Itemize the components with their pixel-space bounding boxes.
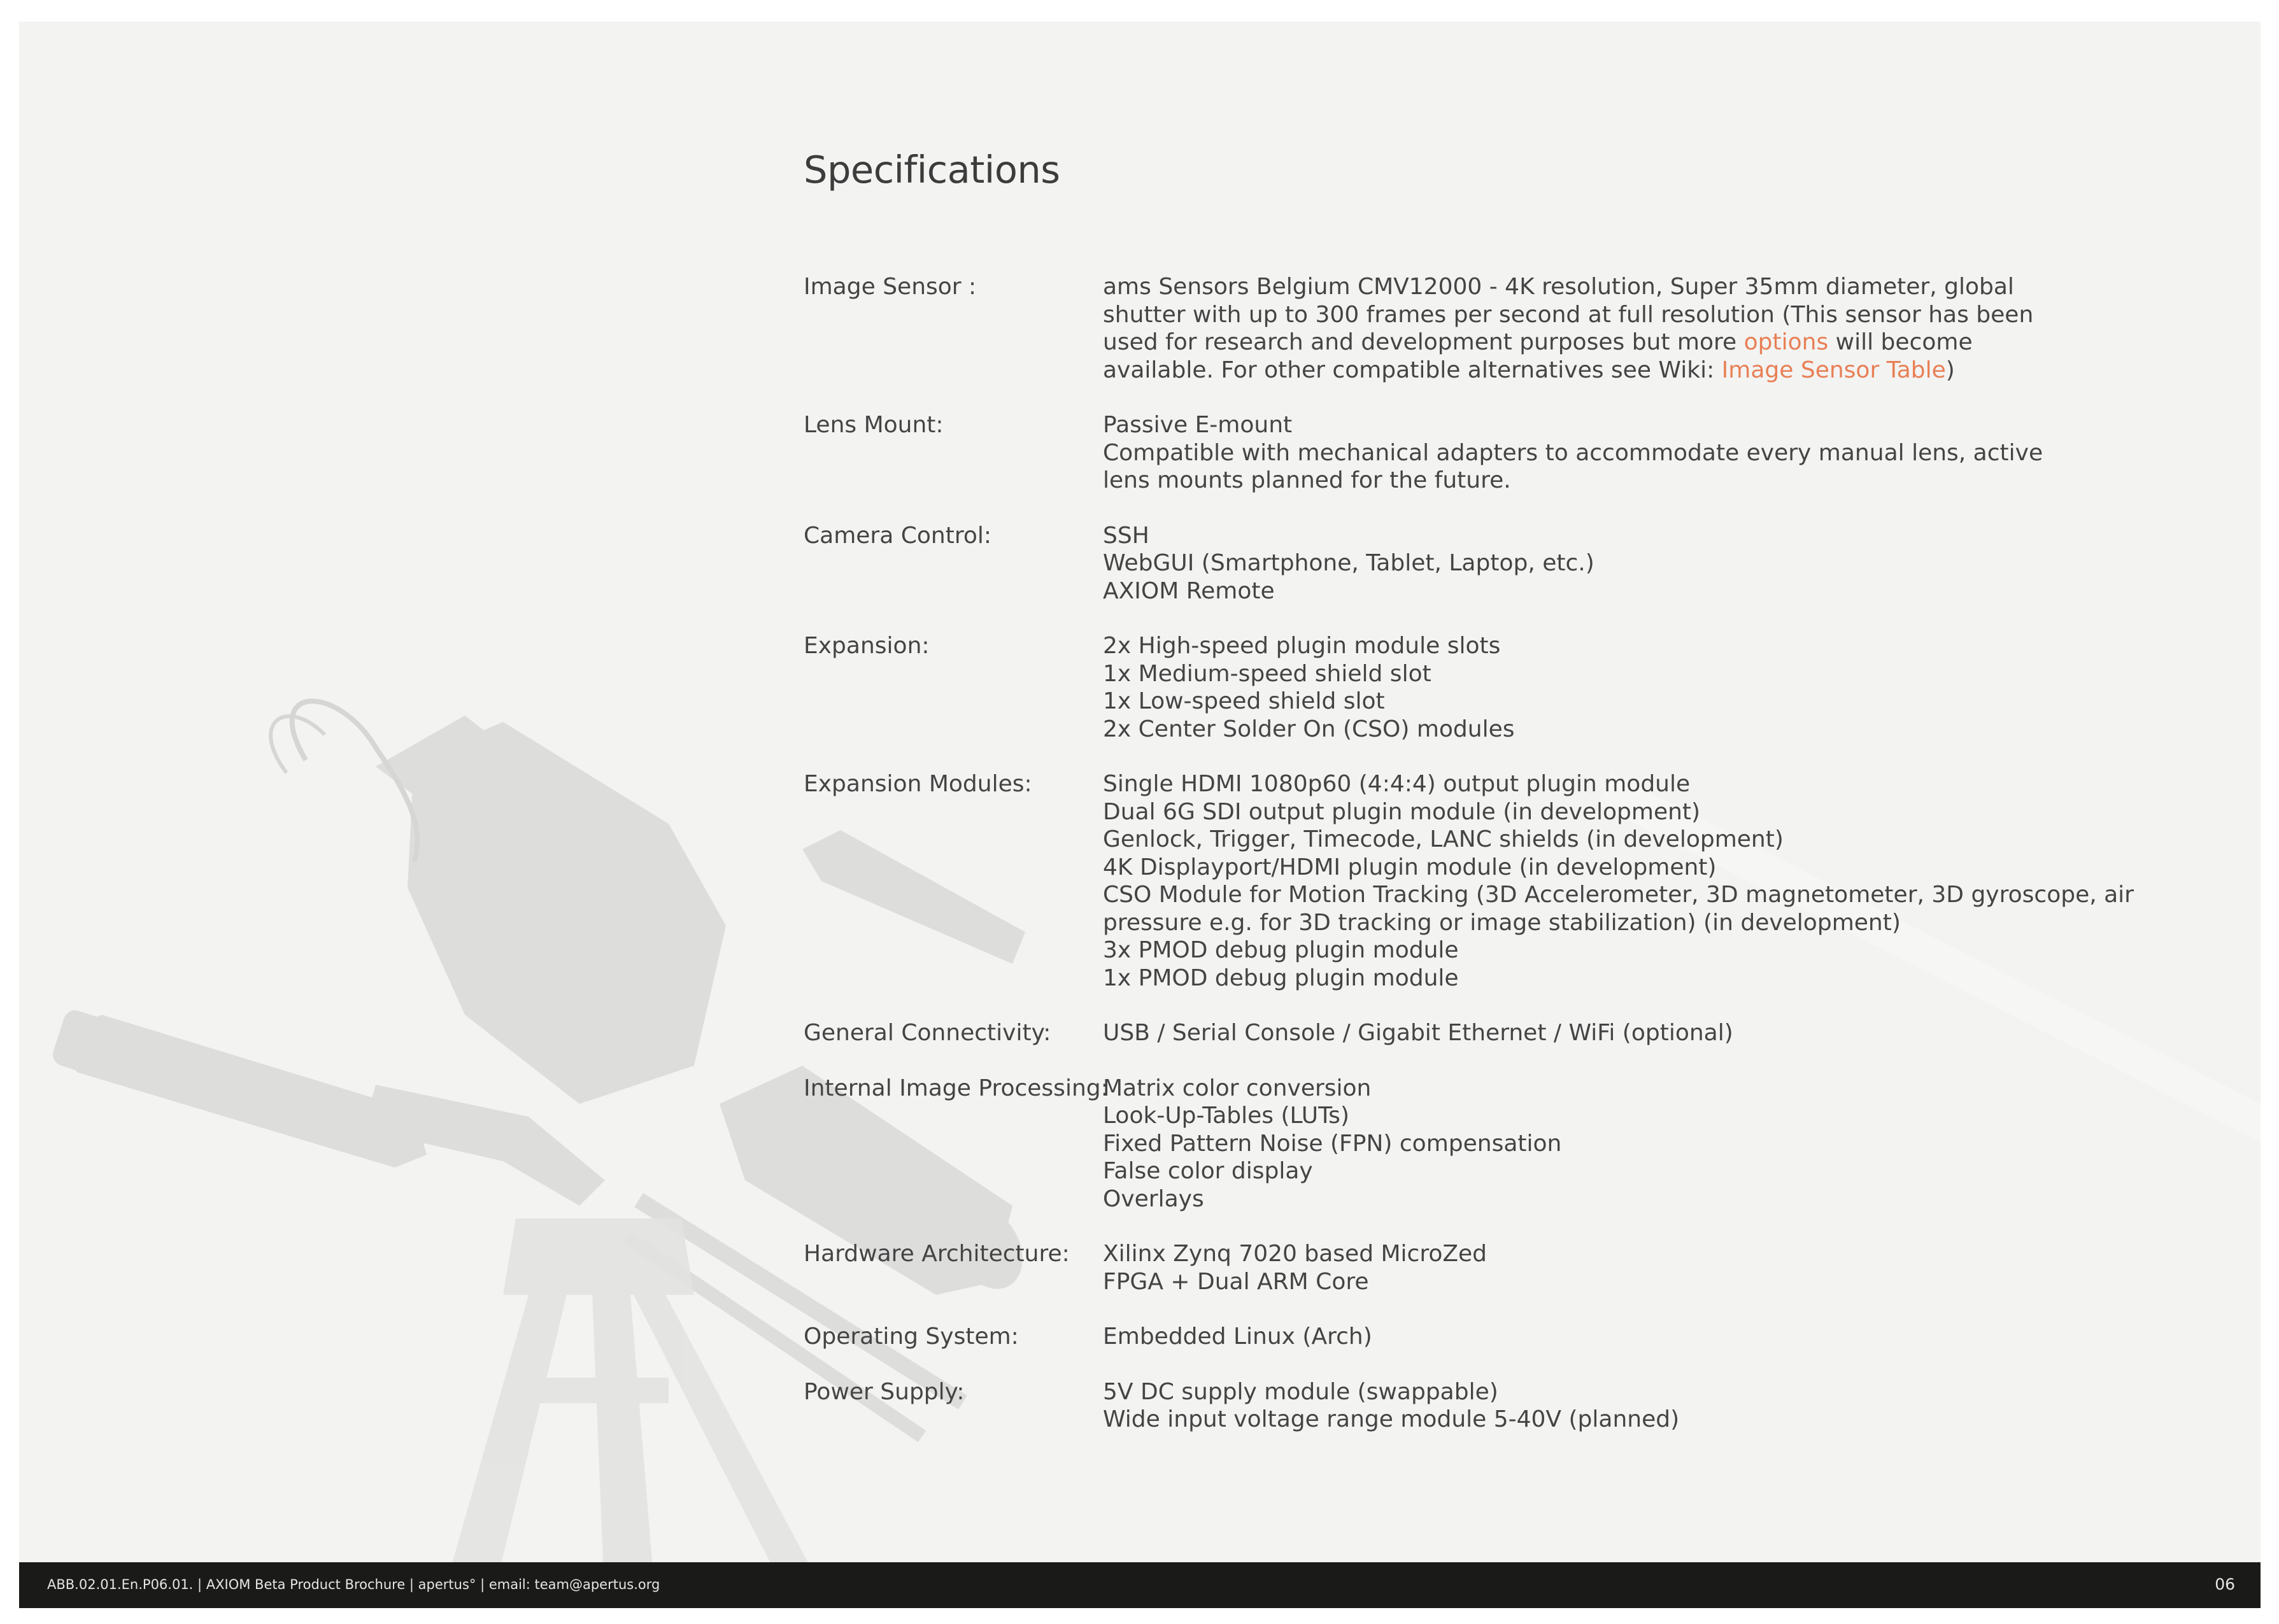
spec-value xyxy=(1103,1075,2173,1213)
options-link[interactable]: options xyxy=(1743,329,1829,355)
spec-line: Single HDMI 1080p60 (4:4:4) output plugin module xyxy=(1103,771,1691,797)
spec-line: CSO Module for Motion Tracking (3D Accelerometer, 3D magnetometer, 3D gyroscope, air xyxy=(1103,882,2134,908)
spec-line: Look-Up-Tables (LUTs) xyxy=(1103,1103,1349,1129)
image-sensor-description xyxy=(1103,273,2084,384)
spec-line: Compatible with mechanical adapters to accommodate every manual lens, active lens mounts planned for the future. xyxy=(1103,439,2043,493)
spec-label: Lens Mount: xyxy=(804,412,944,438)
spec-label: Power Supply: xyxy=(804,1378,965,1405)
spec-label: Operating System: xyxy=(804,1324,1019,1350)
spec-row-lens-mount xyxy=(804,411,2173,495)
spec-value xyxy=(1103,1378,2173,1434)
page-footer xyxy=(19,1562,2261,1608)
spec-label: Expansion Modules: xyxy=(804,771,1032,797)
spec-line: 3x PMOD debug plugin module xyxy=(1103,937,1459,963)
footer-text: ABB.02.01.En.P06.01. | AXIOM Beta Product Brochure | apertus° | email: team@apertus.org xyxy=(47,1577,660,1592)
spec-line: 5V DC supply module (swappable) xyxy=(1103,1378,1498,1405)
spec-line: 1x PMOD debug plugin module xyxy=(1103,964,1459,991)
spec-row-camera-control xyxy=(804,522,2173,605)
spec-row-general-connectivity xyxy=(804,1019,2173,1047)
spec-line: 2x High-speed plugin module slots xyxy=(1103,633,1501,659)
spec-line: False color display xyxy=(1103,1158,1313,1184)
spec-line: AXIOM Remote xyxy=(1103,577,1275,604)
spec-value xyxy=(1103,1019,2173,1047)
spec-row-image-sensor xyxy=(804,273,2173,384)
spec-value xyxy=(1103,522,2173,605)
spec-line: WebGUI (Smartphone, Tablet, Laptop, etc.) xyxy=(1103,550,1594,576)
image-sensor-text: ) xyxy=(1945,357,1955,383)
spec-row-expansion xyxy=(804,632,2173,743)
spec-line: Genlock, Trigger, Timecode, LANC shields (in development) xyxy=(1103,826,1784,852)
spec-line: FPGA + Dual ARM Core xyxy=(1103,1268,1369,1295)
spec-line: Fixed Pattern Noise (FPN) compensation xyxy=(1103,1130,1562,1157)
spec-line: pressure e.g. for 3D tracking or image stabilization) (in development) xyxy=(1103,909,1901,936)
spec-value xyxy=(1103,273,2173,384)
spec-value xyxy=(1103,632,2173,743)
spec-line: 1x Medium-speed shield slot xyxy=(1103,660,1431,687)
spec-label: Internal Image Processing: xyxy=(804,1075,1109,1101)
brochure-page xyxy=(19,22,2261,1608)
spec-label: Expansion: xyxy=(804,633,930,659)
spec-row-internal-image-processing xyxy=(804,1075,2173,1213)
spec-label: Camera Control: xyxy=(804,522,991,549)
spec-label: Image Sensor : xyxy=(804,274,977,300)
spec-line: 2x Center Solder On (CSO) modules xyxy=(1103,716,1515,742)
spec-line: Xilinx Zynq 7020 based MicroZed xyxy=(1103,1241,1487,1267)
spec-row-operating-system xyxy=(804,1323,2173,1351)
image-sensor-text: will become available. For other compatible alternatives see Wiki: xyxy=(1103,329,1973,383)
spec-line: USB / Serial Console / Gigabit Ethernet / WiFi (optional) xyxy=(1103,1020,1733,1046)
spec-row-hardware-architecture xyxy=(804,1240,2173,1296)
spec-line: SSH xyxy=(1103,522,1149,549)
spec-row-power-supply xyxy=(804,1378,2173,1434)
spec-line: Embedded Linux (Arch) xyxy=(1103,1324,1372,1350)
spec-label: Hardware Architecture: xyxy=(804,1241,1070,1267)
image-sensor-text: ams Sensors Belgium CMV12000 - 4K resolution, Super 35mm diameter, global shutter with up to 300 frames per second at full resolution (This sensor has been used for research and development purposes but more xyxy=(1103,274,2034,355)
spec-line: Wide input voltage range module 5-40V (planned) xyxy=(1103,1406,1680,1432)
spec-line: 4K Displayport/HDMI plugin module (in development) xyxy=(1103,854,1717,880)
page-title: Specifications xyxy=(804,148,1060,192)
spec-line: Dual 6G SDI output plugin module (in development) xyxy=(1103,798,1701,825)
spec-line: Passive E-mount xyxy=(1103,412,1293,438)
spec-value xyxy=(1103,1323,2173,1351)
specifications-list xyxy=(804,273,2173,1461)
spec-label: General Connectivity: xyxy=(804,1020,1051,1046)
spec-value xyxy=(1103,770,2173,992)
spec-row-expansion-modules xyxy=(804,770,2173,992)
page-number: 06 xyxy=(2215,1575,2235,1593)
spec-value xyxy=(1103,411,2173,495)
spec-value xyxy=(1103,1240,2173,1296)
spec-line: Overlays xyxy=(1103,1185,1204,1212)
spec-line: Matrix color conversion xyxy=(1103,1075,1372,1101)
spec-line: 1x Low-speed shield slot xyxy=(1103,688,1385,714)
image-sensor-table-link[interactable]: Image Sensor Table xyxy=(1721,357,1946,383)
